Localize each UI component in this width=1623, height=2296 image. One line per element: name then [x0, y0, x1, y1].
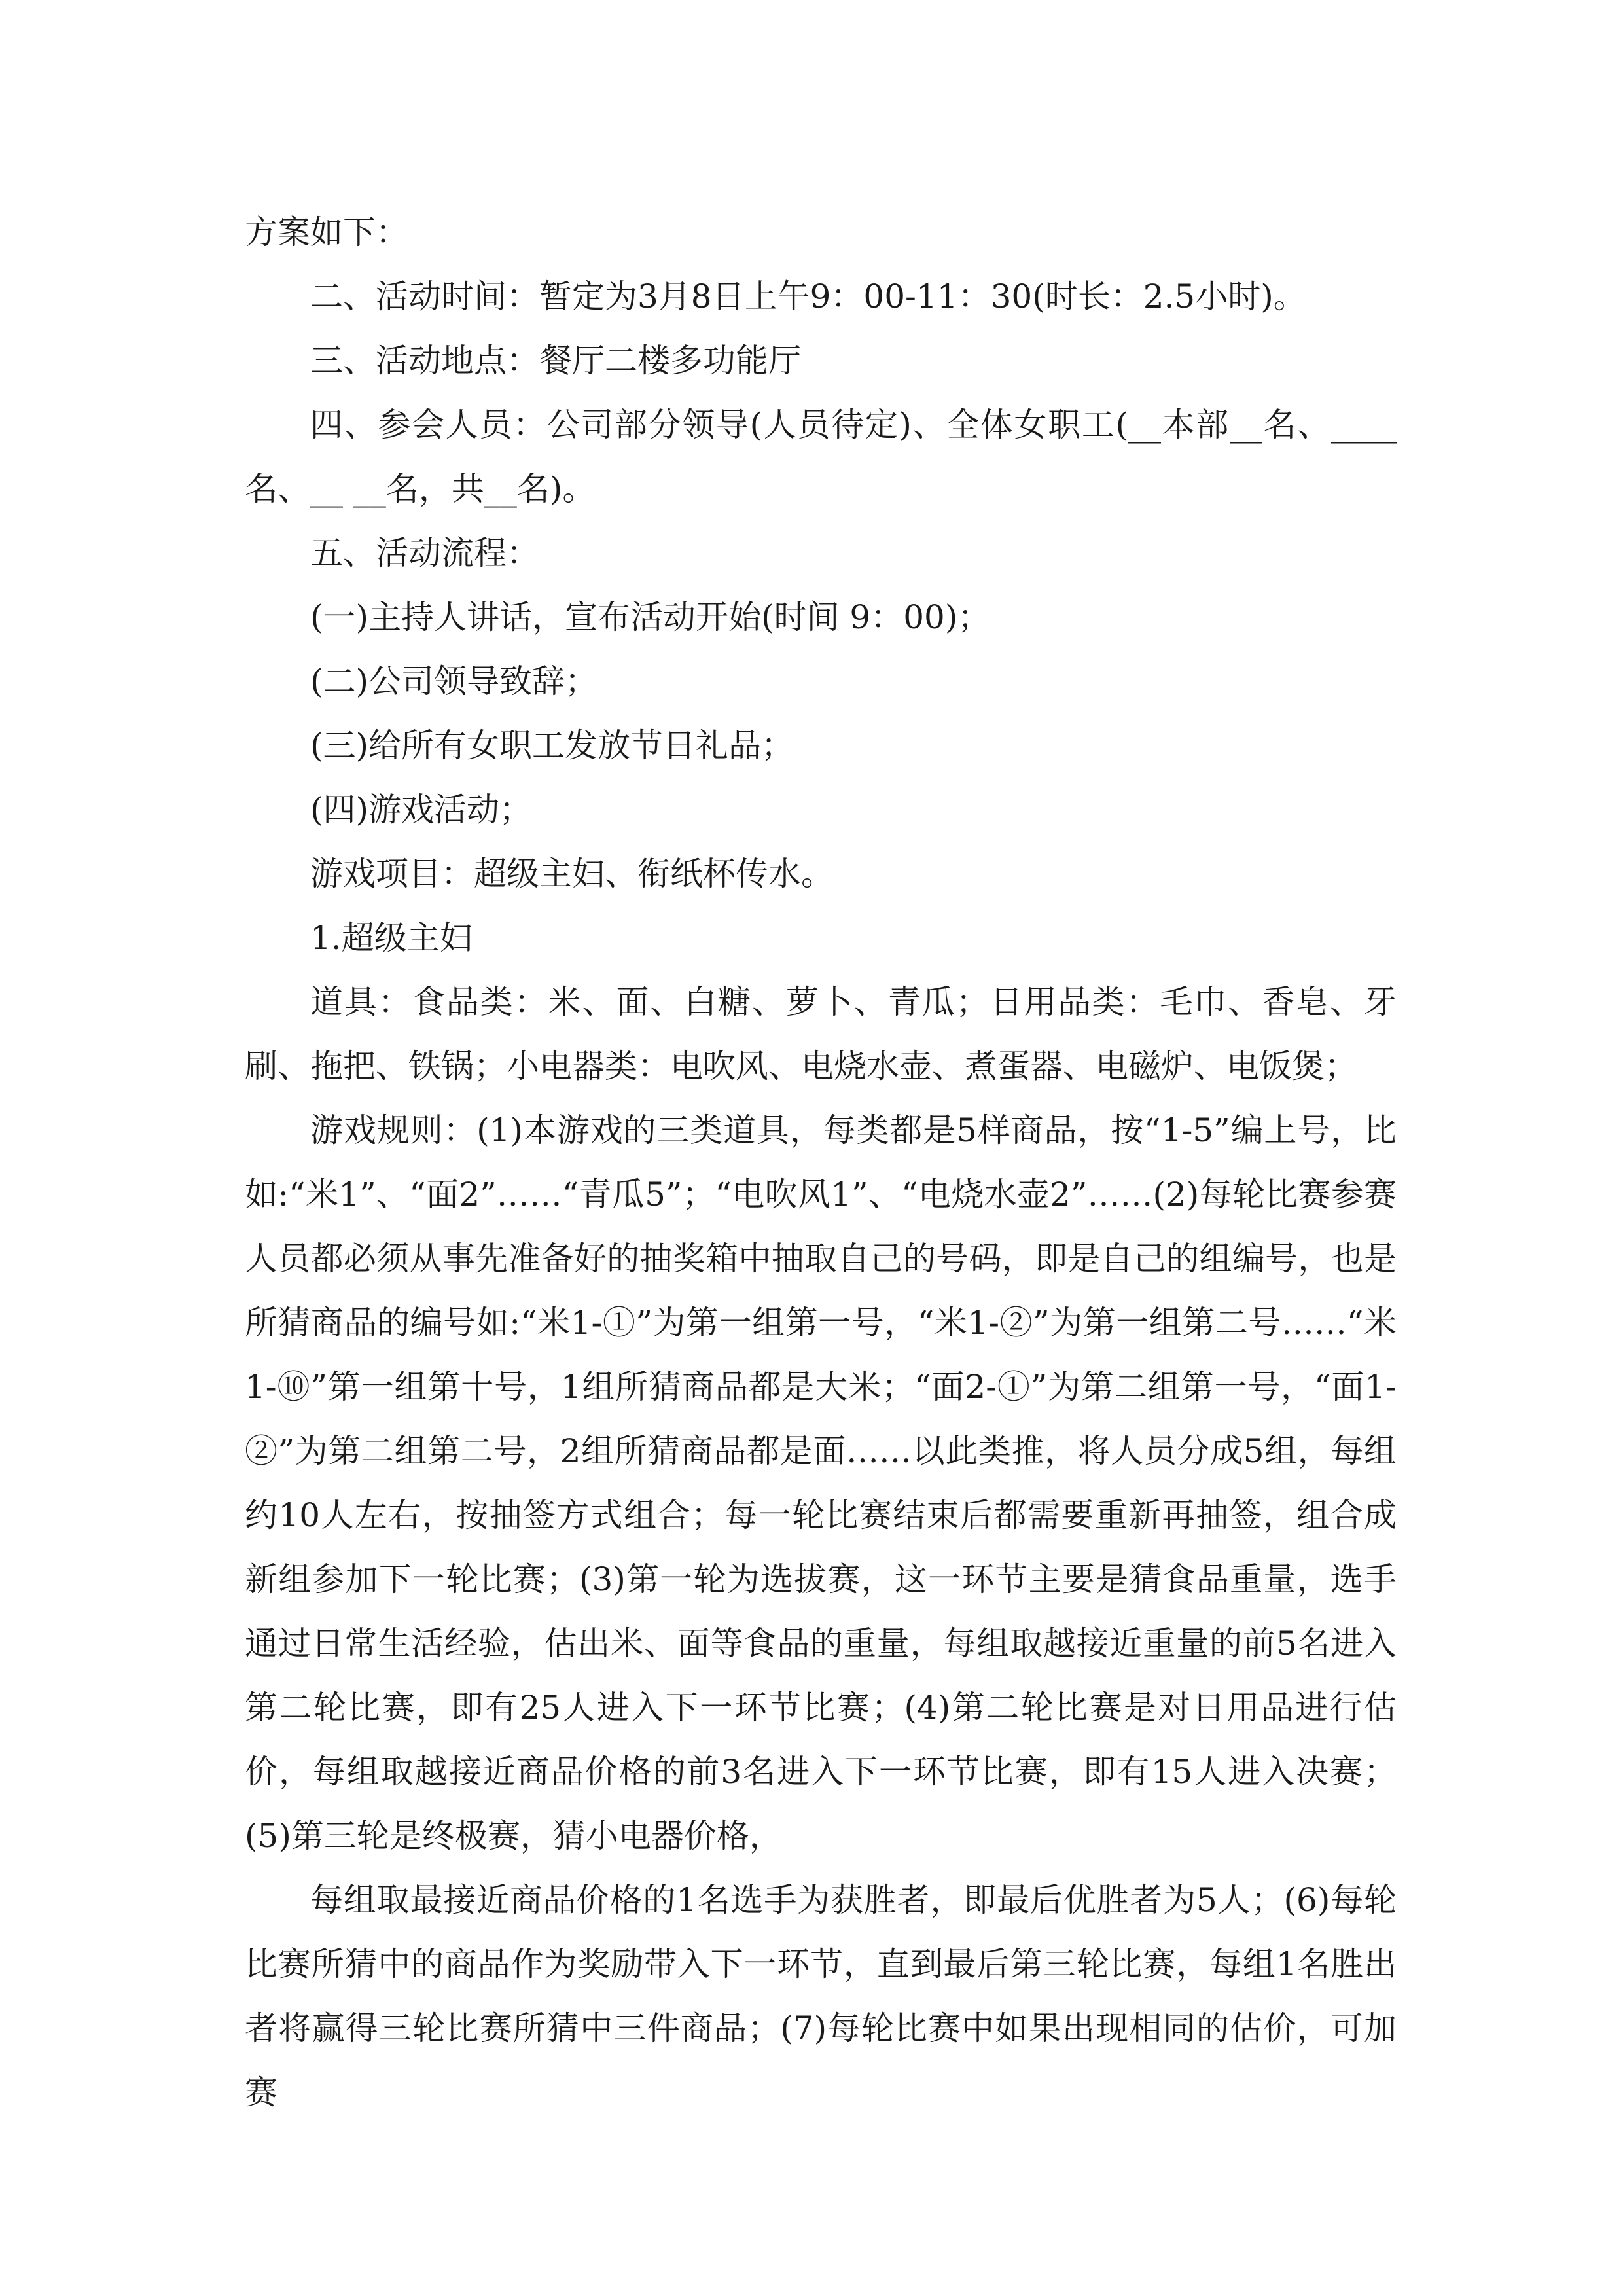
paragraph-activity-process-heading: 五、活动流程：: [310, 534, 539, 572]
paragraph-step-host-speech: (一)主持人讲话，宣布活动开始(时间 9：00)；: [310, 598, 991, 636]
paragraph-game-rules: 游戏规则：(1)本游戏的三类道具，每类都是5样商品，按“1-5”编上号，比如:“米1”、“面2”……“青瓜5”；“电吹风1”、“电烧水壶2”……(2)每轮比赛参赛人员都必须从事先准备好的抽奖箱中抽取自己的号码，即是自己的组编号，也是所猜商品的编号如:“米1-①”为第一组第一号，“米1-②”为第一组第二号……“米1-⑩”第一组第十号，1组所猜商品都是大米；“面2-①”为第二组第一号，“面1-②”为第二组第二号，2组所猜商品都是面……以此类推，将人员分成5组，每组约10人左右，按抽签方式组合；每一轮比赛结束后都需要重新再抽签，组合成新组参加下一轮比赛；(3)第一轮为选拔赛，这一环节主要是猜食品重量，选手通过日常生活经验，估出米、面等食品的重量，每组取越接近重量的前5名进入第二轮比赛，即有25人进入下一环节比赛；(4)第二轮比赛是对日用品进行估价，每组取越接近商品价格的前3名进入下一环节比赛，即有15人进入决赛；(5)第三轮是终极赛，猜小电器价格，: [245, 1111, 1397, 1855]
paragraph-activity-time: 二、活动时间：暂定为3月8日上午9：00-11：30(时长：2.5小时)。: [310, 278, 1306, 315]
paragraph-game-items: 游戏项目：超级主妇、衔纸杯传水。: [310, 855, 834, 893]
paragraph-super-housewife-heading: 1.超级主妇: [310, 919, 473, 957]
paragraph-attendees: 四、参会人员：公司部分领导(人员待定)、全体女职工(__本部__名、____名、__ __名，共__名)。: [245, 406, 1397, 508]
document-body: [245, 200, 1397, 2125]
paragraph-step-leader-address: (二)公司领导致辞；: [310, 662, 598, 700]
paragraph-props: 道具：食品类：米、面、白糖、萝卜、青瓜；日用品类：毛巾、香皂、牙刷、拖把、铁锅；小电器类：电吹风、电烧水壶、煮蛋器、电磁炉、电饭煲；: [245, 983, 1397, 1085]
paragraph-step-gifts: (三)给所有女职工发放节日礼品；: [310, 726, 794, 764]
paragraph-plan-intro: 方案如下：: [245, 213, 408, 251]
paragraph-game-rules-continued: 每组取最接近商品价格的1名选手为获胜者，即最后优胜者为5人；(6)每轮比赛所猜中的商品作为奖励带入下一环节，直到最后第三轮比赛，每组1名胜出者将赢得三轮比赛所猜中三件商品；(7)每轮比赛中如果出现相同的估价，可加赛: [245, 1881, 1397, 2111]
paragraph-activity-location: 三、活动地点：餐厅二楼多功能厅: [310, 342, 801, 380]
paragraph-step-games: (四)游戏活动；: [310, 791, 533, 829]
